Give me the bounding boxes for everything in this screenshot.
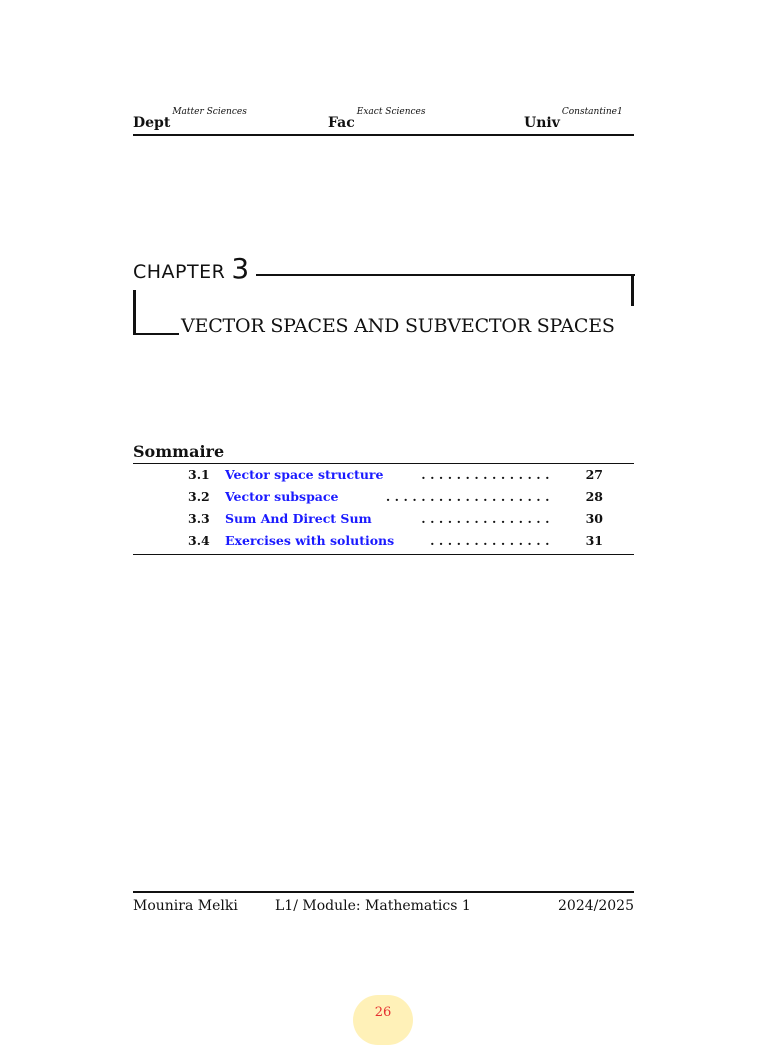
header-univ [524,107,623,131]
header-fac-value: Exact Sciences [356,107,426,117]
toc-leader-dots: ................... [385,489,554,504]
toc-entry-page: 28 [585,489,603,504]
chapter-frame-right [631,274,634,306]
toc-entry-page: 31 [585,533,603,548]
toc-entry[interactable] [133,511,634,533]
header-fac [328,107,426,131]
toc-entry[interactable] [133,533,634,555]
header-dept-value: Matter Sciences [172,107,247,117]
toc-leader-dots: .............. [430,533,554,548]
toc-entry-link[interactable]: Sum And Direct Sum [225,511,372,526]
toc-entry-number: 3.4 [188,533,210,548]
toc-entry-number: 3.1 [188,467,210,482]
toc-entry-page: 30 [585,511,603,526]
toc-entry[interactable] [133,467,634,489]
toc-entry-number: 3.3 [188,511,210,526]
footer-rule [133,891,634,893]
toc-leader-dots: ............... [421,511,554,526]
header-dept [133,107,247,131]
chapter-number: 3 [231,252,250,285]
footer-year: 2024/2025 [558,898,634,914]
chapter-frame-left [133,290,136,335]
toc-entry-link[interactable]: Vector subspace [225,489,339,504]
chapter-label [133,252,249,285]
toc-entry[interactable] [133,489,634,511]
toc-entry-link[interactable]: Vector space structure [225,467,384,482]
page-number-badge [353,995,413,1045]
chapter-frame-top [256,274,635,276]
footer-author: Mounira Melki [133,898,238,914]
page-number: 26 [374,1005,392,1020]
toc-top-rule [133,463,634,464]
header-fac-label: Fac [328,115,355,131]
toc-entry-page: 27 [585,467,603,482]
header-univ-label: Univ [524,115,560,131]
header-univ-value: Constantine1 [561,107,623,117]
running-header [133,107,634,136]
toc-heading: Sommaire [133,442,225,461]
chapter-word: CHAPTER [133,261,226,283]
toc-bottom-rule [133,554,634,555]
toc-entry-number: 3.2 [188,489,210,504]
footer-module: L1/ Module: Mathematics 1 [275,898,471,914]
toc-leader-dots: ............... [421,467,554,482]
chapter-frame-bottom [133,333,179,335]
header-dept-label: Dept [133,115,171,131]
toc-entry-link[interactable]: Exercises with solutions [225,533,395,548]
chapter-title: VECTOR SPACES AND SUBVECTOR SPACES [181,315,615,337]
